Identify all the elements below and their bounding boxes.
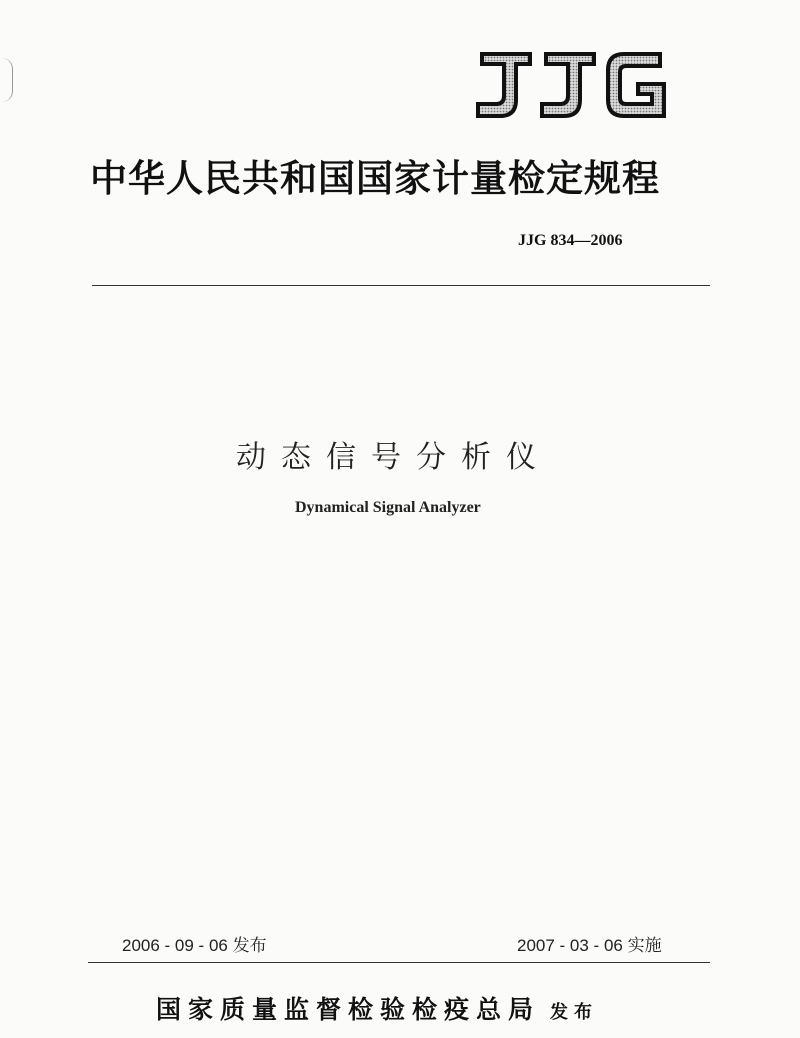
bottom-divider	[88, 962, 710, 963]
issuer-line	[156, 990, 598, 1026]
document-title-cn: 动态信号分析仪	[236, 440, 551, 475]
jjg-logo	[466, 44, 672, 126]
issuer-name: 国家质量监督检验检疫总局	[156, 995, 541, 1024]
document-title-en: Dynamical Signal Analyzer	[295, 499, 481, 516]
standard-code: JJG 834—2006	[518, 232, 623, 249]
publish-date: 2006 - 09 - 06 发布	[122, 936, 267, 955]
scan-edge-mark	[2, 58, 13, 102]
main-title: 中华人民共和国国家计量检定规程	[90, 156, 660, 200]
implementation-date: 2007 - 03 - 06 实施	[517, 936, 662, 955]
issuer-suffix: 发布	[550, 1002, 599, 1023]
top-divider	[92, 285, 710, 286]
